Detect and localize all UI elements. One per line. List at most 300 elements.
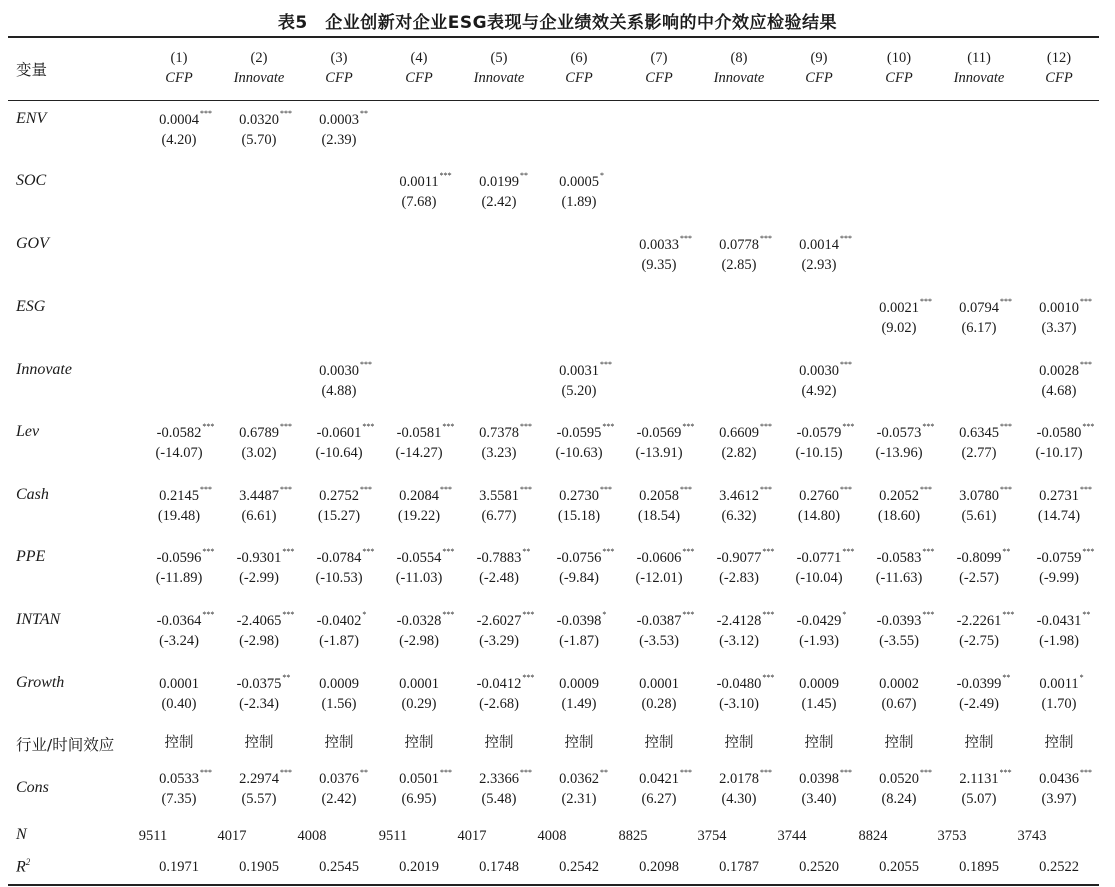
coefficient-wrap [319,674,359,694]
t-statistic: (0.28) [641,696,677,712]
coefficient-wrap: 0.0011 * [1039,673,1084,692]
table-cell [859,298,939,338]
t-statistic: (18.60) [877,508,921,524]
coefficient: 0.0398 [799,771,839,787]
coefficient-wrap: 0.0421 *** [639,768,692,787]
coefficient-wrap: -0.0580 *** [1036,422,1095,441]
column-number: (11) [967,50,991,66]
coefficient: -0.0554 [396,550,442,566]
t-statistic: (14.74) [1037,508,1081,524]
column-header [619,48,699,88]
coefficient-wrap: -0.0759 *** [1036,547,1095,566]
coefficient: 0.0362 [559,771,599,787]
coefficient-wrap: -2.6027 *** [476,610,535,629]
table-cell [139,486,219,526]
coefficient-wrap: -0.0583 *** [876,547,935,566]
coefficient: 0.0001 [399,676,439,692]
control-value: 控制 [724,735,754,751]
table-cell [539,423,619,463]
coefficient-wrap: 0.0004 *** [159,109,212,128]
row-label: PPE [16,548,46,565]
table-cell [699,486,779,526]
table-cell [459,486,539,526]
table-cell [779,548,859,588]
table-cell [699,235,779,275]
t-statistic: (3.23) [481,445,517,461]
coefficient-wrap: 0.2730 *** [559,485,612,504]
coefficient: 0.0030 [799,363,839,379]
table-cell [939,611,1019,651]
table-cell [699,611,779,651]
t-statistic: (4.92) [801,383,837,399]
control-value: 控制 [564,735,594,751]
t-statistic: (-14.07) [155,445,203,461]
t-statistic: (-2.98) [399,633,439,649]
coefficient: 0.6609 [719,425,759,441]
t-statistic: (-10.15) [795,445,843,461]
coefficient: 0.0028 [1039,363,1079,379]
r2-value: 0.2520 [799,859,839,875]
control-value: 控制 [404,735,434,751]
table-cell [219,423,299,463]
table-cell [699,548,779,588]
column-variable: CFP [325,70,353,86]
t-statistic: (6.27) [641,791,677,807]
table-cell [779,674,859,714]
coefficient-wrap: 0.2731 *** [1039,485,1092,504]
coefficient: 2.0178 [719,771,759,787]
coefficient-wrap: 0.6345 *** [959,422,1012,441]
column-number: (10) [886,50,912,66]
coefficient-wrap: 0.0501 *** [399,768,452,787]
coefficient: -0.0328 [396,613,442,629]
r2-value: 0.2098 [639,859,679,875]
column-header [379,48,459,88]
coefficient: 2.3366 [479,771,519,787]
coefficient: 0.0014 [799,237,839,253]
table-cell [939,423,1019,463]
coefficient: 0.7378 [479,425,519,441]
table-cell [459,611,539,651]
t-statistic: (-2.49) [959,696,999,712]
coefficient: 0.2760 [799,488,839,504]
coefficient-wrap: -0.0328 *** [396,610,455,629]
r2-label-text: R [16,858,26,876]
coefficient: -2.4065 [236,613,282,629]
n-value: 4008 [537,828,567,844]
coefficient-wrap: -0.0756 *** [556,547,615,566]
t-statistic: (2.31) [561,791,597,807]
row-label: SOC [16,172,47,189]
table-cell [379,674,459,714]
n-value: 3744 [777,828,807,844]
table-cell [859,611,939,651]
t-statistic: (-2.48) [479,570,519,586]
control-value: 控制 [1044,735,1074,751]
coefficient-wrap: -0.0375 ** [236,673,291,692]
control-row-label: 行业/时间效应 [16,736,115,754]
coefficient: 0.6345 [959,425,999,441]
coefficient: -0.0601 [316,425,362,441]
coefficient-wrap: 2.3366 *** [479,768,532,787]
row-label: Lev [16,423,40,440]
coefficient: -0.0412 [476,676,522,692]
t-statistic: (-1.87) [559,633,599,649]
column-variable: Innovate [953,70,1005,86]
t-statistic: (-3.29) [479,633,519,649]
coefficient-wrap: -0.0387 *** [636,610,695,629]
coefficient-wrap: -0.0398 * [556,610,607,629]
t-statistic: (-14.27) [395,445,443,461]
t-statistic: (6.77) [481,508,517,524]
coefficient-wrap: -0.0402 * [316,610,367,629]
control-value: 控制 [884,735,914,751]
coefficient: -0.7883 [476,550,522,566]
coefficient-wrap: 0.0778 *** [719,234,772,253]
t-statistic: (3.97) [1041,791,1077,807]
coefficient-wrap: 0.0199 ** [479,171,528,190]
table-cell [1019,548,1099,588]
t-statistic: (5.48) [481,791,517,807]
t-statistic: (19.22) [397,508,441,524]
column-number: (12) [1046,50,1072,66]
coefficient: 2.2974 [239,771,279,787]
coefficient-wrap: 0.0011 *** [399,171,452,190]
t-statistic: (5.61) [961,508,997,524]
coefficient: 0.2058 [639,488,679,504]
table-cell [219,674,299,714]
coefficient: -0.0398 [556,613,602,629]
r2-value: 0.1905 [239,859,279,875]
column-header [139,48,219,88]
t-statistic: (5.57) [241,791,277,807]
t-statistic: (2.39) [321,132,357,148]
coefficient-wrap: -0.0364 *** [156,610,215,629]
control-value: 控制 [244,735,274,751]
table-cell [779,361,859,401]
coefficient: -0.0580 [1036,425,1082,441]
table-cell [139,423,219,463]
table-cell [779,769,859,809]
t-statistic: (-2.98) [239,633,279,649]
table-cell [139,769,219,809]
coefficient-wrap [399,674,439,694]
coefficient: -0.0582 [156,425,202,441]
table-cell [539,769,619,809]
coefficient: -0.0364 [156,613,202,629]
coefficient: 0.0501 [399,771,439,787]
t-statistic: (6.95) [401,791,437,807]
coefficient: -0.0606 [636,550,682,566]
column-variable: Innovate [713,70,765,86]
table-cell [539,611,619,651]
column-header [539,48,619,88]
coefficient: 0.0001 [159,676,199,692]
table-cell [939,674,1019,714]
table-cell [379,548,459,588]
coefficient: -0.8099 [956,550,1002,566]
coefficient: -0.0573 [876,425,922,441]
coefficient-wrap: -0.0431 ** [1036,610,1091,629]
coefficient-wrap: -0.7883 ** [476,547,531,566]
table-cell [299,769,379,809]
coefficient-wrap: 0.6609 *** [719,422,772,441]
coefficient: -0.0771 [796,550,842,566]
coefficient-wrap: 2.2974 *** [239,768,292,787]
column-number: (4) [410,50,428,66]
table-cell [779,423,859,463]
table-cell [859,486,939,526]
coefficient-wrap: 3.5581 *** [479,485,532,504]
coefficient: 0.2052 [879,488,919,504]
coefficient: 0.0794 [959,300,999,316]
coefficient: 0.0199 [479,174,519,190]
t-statistic: (-1.98) [1039,633,1079,649]
table-cell [539,548,619,588]
table-cell [219,548,299,588]
r2-value: 0.1971 [159,859,199,875]
table-cell [619,486,699,526]
table-cell [219,611,299,651]
coefficient: -2.4128 [716,613,762,629]
t-statistic: (4.88) [321,383,357,399]
coefficient-wrap: 0.0030 *** [319,360,372,379]
coefficient-wrap [799,674,839,694]
coefficient: -0.0581 [396,425,442,441]
coefficient-wrap: 0.6789 *** [239,422,292,441]
coefficient-wrap: -0.9301 *** [236,547,295,566]
t-statistic: (4.68) [1041,383,1077,399]
control-value: 控制 [324,735,354,751]
coefficient: -0.0393 [876,613,922,629]
control-value: 控制 [644,735,674,751]
t-statistic: (2.42) [481,194,517,210]
t-statistic: (7.68) [401,194,437,210]
table-cell [539,172,619,212]
control-value: 控制 [804,735,834,751]
coefficient-wrap: 0.0533 *** [159,768,212,787]
coefficient-wrap: -0.0393 *** [876,610,935,629]
bottom-rule [8,884,1099,886]
coefficient: -0.9301 [236,550,282,566]
coefficient: 0.0436 [1039,771,1079,787]
t-statistic: (1.70) [1041,696,1077,712]
t-statistic: (1.89) [561,194,597,210]
coefficient-wrap: -0.0554 *** [396,547,455,566]
coefficient-wrap: -0.0596 *** [156,547,215,566]
table-cell [619,674,699,714]
coefficient-wrap: 2.0178 *** [719,768,772,787]
n-value: 4017 [457,828,487,844]
table-cell [1019,361,1099,401]
table-cell [779,486,859,526]
table-cell [219,486,299,526]
coefficient-wrap: 0.0520 *** [879,768,932,787]
table-cell [459,674,539,714]
table-cell [379,423,459,463]
coefficient-wrap: -0.0399 ** [956,673,1011,692]
t-statistic: (19.48) [157,508,201,524]
coefficient-wrap: -0.0601 *** [316,422,375,441]
coefficient: -0.0431 [1036,613,1082,629]
column-header [219,48,299,88]
table-cell [859,548,939,588]
column-header [1019,48,1099,88]
t-statistic: (-2.75) [959,633,999,649]
t-statistic: (1.49) [561,696,597,712]
coefficient: 0.0003 [319,112,359,128]
table-cell [619,611,699,651]
t-statistic: (5.70) [241,132,277,148]
coefficient-wrap: 0.7378 *** [479,422,532,441]
t-statistic: (-10.53) [315,570,363,586]
t-statistic: (8.24) [881,791,917,807]
t-statistic: (-2.99) [239,570,279,586]
table-cell [299,361,379,401]
t-statistic: (0.29) [401,696,437,712]
coefficient-wrap: 0.2058 *** [639,485,692,504]
column-number: (5) [490,50,508,66]
t-statistic: (2.77) [961,445,997,461]
coefficient-wrap: -0.0579 *** [796,422,855,441]
coefficient-wrap: -2.4065 *** [236,610,295,629]
t-statistic: (-3.24) [159,633,199,649]
coefficient: -2.6027 [476,613,522,629]
coefficient-wrap: -0.0573 *** [876,422,935,441]
column-variable: CFP [645,70,673,86]
coefficient-wrap: -0.0582 *** [156,422,215,441]
coefficient: 0.0001 [639,676,679,692]
coefficient-wrap: 0.0003 ** [319,109,368,128]
table-cell [299,423,379,463]
coefficient-wrap: 0.0794 *** [959,297,1012,316]
table-cell [539,486,619,526]
table-cell [1019,611,1099,651]
coefficient: -0.0387 [636,613,682,629]
r2-value: 0.2055 [879,859,919,875]
t-statistic: (-3.10) [719,696,759,712]
table-cell [379,172,459,212]
t-statistic: (-10.63) [555,445,603,461]
coefficient-wrap: -2.2261 *** [956,610,1015,629]
table-cell [939,548,1019,588]
column-header [779,48,859,88]
coefficient: 0.2731 [1039,488,1079,504]
t-statistic: (7.35) [161,791,197,807]
coefficient-wrap: 0.0376 ** [319,768,368,787]
t-statistic: (5.20) [561,383,597,399]
coefficient-wrap: 0.0398 *** [799,768,852,787]
coefficient-wrap: 3.4612 *** [719,485,772,504]
table-cell [459,548,539,588]
table-cell [299,110,379,150]
t-statistic: (-3.55) [879,633,919,649]
t-statistic: (9.35) [641,257,677,273]
coefficient: 0.6789 [239,425,279,441]
coefficient-wrap [559,674,599,694]
column-number: (3) [330,50,348,66]
coefficient-wrap: 0.2084 *** [399,485,452,504]
column-number: (6) [570,50,588,66]
cons-row-label: Cons [16,779,49,796]
t-statistic: (-13.96) [875,445,923,461]
n-value: 3754 [697,828,727,844]
t-statistic: (18.54) [637,508,681,524]
column-number: (7) [650,50,668,66]
r2-label-sup: 2 [25,857,31,867]
coefficient-wrap: -0.0595 *** [556,422,615,441]
t-statistic: (-12.01) [635,570,683,586]
t-statistic: (1.56) [321,696,357,712]
coefficient-wrap: 2.1131 *** [959,768,1012,787]
coefficient-wrap [639,674,679,694]
n-value: 8824 [858,828,888,844]
column-variable: CFP [885,70,913,86]
t-statistic: (-2.57) [959,570,999,586]
t-statistic: (-3.12) [719,633,759,649]
coefficient: -0.0429 [796,613,842,629]
n-row-label: N [16,826,27,843]
coefficient: 0.2752 [319,488,359,504]
row-label: INTAN [16,611,61,628]
control-value: 控制 [964,735,994,751]
t-statistic: (2.82) [721,445,757,461]
t-statistic: (-10.64) [315,445,363,461]
table-cell [139,110,219,150]
coefficient: -0.0480 [716,676,762,692]
r2-value: 0.2522 [1039,859,1079,875]
coefficient-wrap: -0.0771 *** [796,547,855,566]
t-statistic: (0.40) [161,696,197,712]
coefficient: -0.0579 [796,425,842,441]
coefficient: 0.0009 [799,676,839,692]
table-cell [299,548,379,588]
n-value: 9511 [138,828,168,844]
t-statistic: (2.93) [801,257,837,273]
r2-value: 0.1895 [959,859,999,875]
coefficient-wrap: 0.2145 *** [159,485,212,504]
table-cell [699,423,779,463]
coefficient: 0.0031 [559,363,599,379]
coefficient-wrap [879,674,919,694]
coefficient-wrap: 0.0010 *** [1039,297,1092,316]
coefficient-wrap: -0.0480 *** [716,673,775,692]
t-statistic: (-10.04) [795,570,843,586]
table-cell [299,674,379,714]
coefficient: 0.0010 [1039,300,1079,316]
coefficient-wrap: 0.0021 *** [879,297,932,316]
table-cell [859,674,939,714]
coefficient-wrap: -0.0412 *** [476,673,535,692]
t-statistic: (-1.87) [319,633,359,649]
column-variable: Innovate [473,70,525,86]
column-variable: CFP [565,70,593,86]
coefficient: 0.2730 [559,488,599,504]
table-cell [939,769,1019,809]
coefficient: 3.4487 [239,488,279,504]
coefficient: 0.2145 [159,488,199,504]
table-cell [219,769,299,809]
coefficient: 0.0320 [239,112,279,128]
t-statistic: (2.85) [721,257,757,273]
table-cell [859,423,939,463]
header-rule [8,100,1099,101]
t-statistic: (14.80) [797,508,841,524]
t-statistic: (5.07) [961,791,997,807]
t-statistic: (4.30) [721,791,757,807]
table-cell [459,423,539,463]
coefficient: 0.0005 [559,174,599,190]
